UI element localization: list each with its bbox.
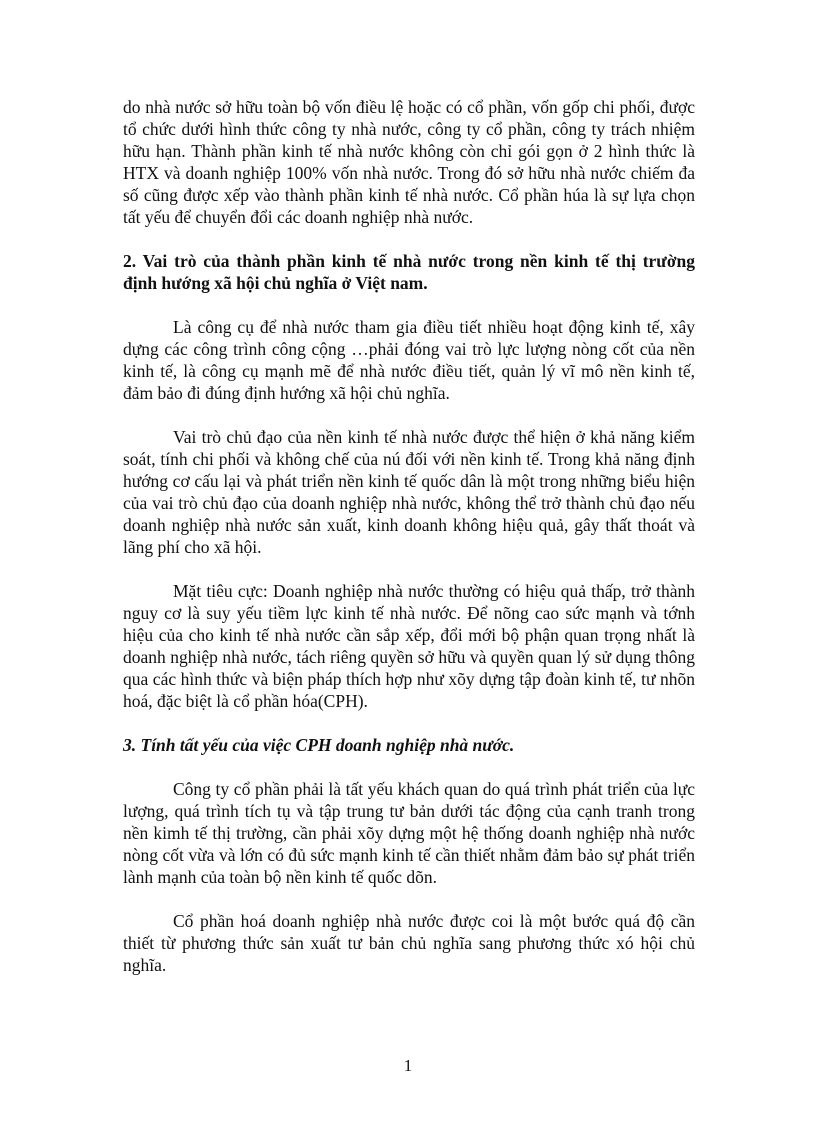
- paragraph-inevitability: Công ty cổ phần phải là tất yếu khách quan do quá trình phát triển của lực lượng, quá trình tích tụ và tập trung tư bản dưới tác động của cạnh tranh trong nền kimh tế thị trường, cần phải xõy dựng một hệ thống doanh nghiệp nhà nước nòng cốt vừa và lớn có đủ sức mạnh kinh tế cần thiết nhằm đảm bảo sự phát triển lành mạnh của toàn bộ nền kinh tế quốc dõn.: [123, 779, 695, 887]
- document-page: [123, 96, 695, 976]
- paragraph-intro: do nhà nước sở hữu toàn bộ vốn điều lệ hoặc có cổ phần, vốn gốp chi phối, được tổ chức dưới hình thức công ty nhà nước, công ty cổ phần, công ty trách nhiệm hữu hạn. Thành phần kinh tế nhà nước không còn chỉ gói gọn ở 2 hình thức là HTX và doanh nghiệp 100% vốn nhà nước. Trong đó sở hữu nhà nước chiếm đa số cũng được xếp vào thành phần kinh tế nhà nước. Cổ phần húa là sự lựa chọn tất yếu để chuyển đổi các doanh nghiệp nhà nước.: [123, 97, 695, 227]
- section-heading-3: 3. Tính tất yếu của việc CPH doanh nghiệp nhà nước.: [123, 735, 515, 755]
- paragraph-role-tool: Là công cụ để nhà nước tham gia điều tiết nhiều hoạt động kinh tế, xây dựng các công trình công cộng …phải đóng vai trò lực lượng nòng cốt của nền kinh tế, là công cụ mạnh mẽ để nhà nước điều tiết, quản lý vĩ mô nền kinh tế, đảm bảo đi đúng định hướng xã hội chủ nghĩa.: [123, 317, 695, 403]
- paragraph-leading-role: Vai trò chủ đạo của nền kinh tế nhà nước được thể hiện ở khả năng kiểm soát, tính chi phối và không chế của nú đối với nền kinh tế. Trong khả năng định hướng cơ cấu lại và phát triển nền kinh tế quốc dân là một trong những biểu hiện của vai trò chủ đạo của doanh nghiệp nhà nước, không thể trở thành chủ đạo nếu doanh nghiệp nhà nước sản xuất, kinh doanh không hiệu quả, gây thất thoát và lãng phí cho xã hội.: [123, 427, 695, 557]
- page-number: 1: [403, 1056, 413, 1075]
- paragraph-negative-side: Mặt tiêu cực: Doanh nghiệp nhà nước thường có hiệu quả thấp, trở thành nguy cơ là suy yếu tiềm lực kinh tế nhà nước. Để nõng cao sức mạnh và tớnh hiệu của cho kinh tế nhà nước cần sắp xếp, đổi mới bộ phận quan trọng nhất là doanh nghiệp nhà nước, tách riêng quyền sở hữu và quyền quan lý sử dụng thông qua các hình thức và biện pháp thích hợp như xõy dựng tập đoàn kinh tế, tư nhõn hoá, đặc biệt là cổ phần hóa(CPH).: [123, 581, 695, 711]
- section-heading-2: 2. Vai trò của thành phần kinh tế nhà nước trong nền kinh tế thị trường định hướng xã hội chủ nghĩa ở Việt nam.: [123, 251, 695, 293]
- paragraph-transition: Cổ phần hoá doanh nghiệp nhà nước được coi là một bước quá độ cần thiết từ phương thức sản xuất tư bản chủ nghĩa sang phương thức xó hội chủ nghĩa.: [123, 911, 695, 975]
